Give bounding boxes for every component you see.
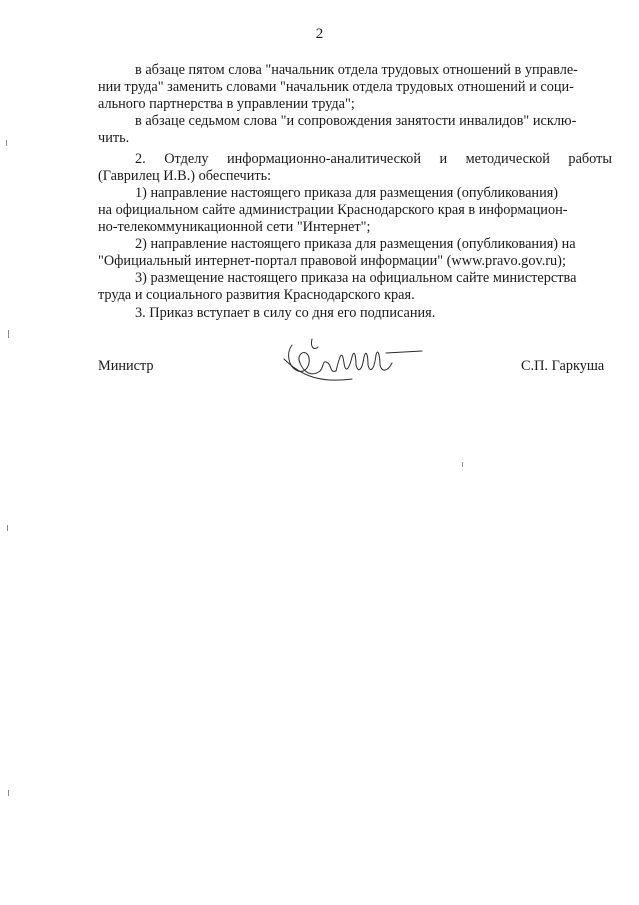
text-line: 2. Отделу информационно-аналитической и методической работы xyxy=(135,151,612,167)
text-line: ального партнерства в управлении труда"; xyxy=(98,96,355,112)
scan-speck xyxy=(7,525,8,531)
text-line: "Официальный интернет-портал правовой информации" (www.pravo.gov.ru); xyxy=(98,253,566,269)
text-line: в абзаце пятом слова "начальник отдела трудовых отношений в управле- xyxy=(135,62,578,78)
text-line: 3. Приказ вступает в силу со дня его подписания. xyxy=(135,305,436,321)
position-title: Министр xyxy=(98,358,154,374)
text-line: 2) направление настоящего приказа для размещения (опубликования) на xyxy=(135,236,576,252)
signatory-name: С.П. Гаркуша xyxy=(521,358,605,374)
scan-speck xyxy=(462,462,463,467)
text-line: 3) размещение настоящего приказа на официальном сайте министерства xyxy=(135,270,577,286)
text-line: (Гаврилец И.В.) обеспечить: xyxy=(98,168,272,184)
scan-speck xyxy=(6,140,7,146)
text-line: 1) направление настоящего приказа для размещения (опубликования) xyxy=(135,185,559,201)
text-line: но-телекоммуникационной сети "Интернет"; xyxy=(98,219,371,235)
scan-speck xyxy=(8,330,9,338)
text-line: нии труда" заменить словами "начальник отдела трудовых отношений и соци- xyxy=(98,79,574,95)
scan-speck xyxy=(8,790,9,796)
text-line: на официальном сайте администрации Краснодарского края в информацион- xyxy=(98,202,568,218)
text-line: труда и социального развития Краснодарского края. xyxy=(98,287,415,303)
text-line: в абзаце седьмом слова "и сопровождения занятости инвалидов" исклю- xyxy=(135,113,577,129)
handwritten-signature xyxy=(282,333,427,393)
page-number: 2 xyxy=(315,26,324,42)
text-line: чить. xyxy=(98,130,130,146)
